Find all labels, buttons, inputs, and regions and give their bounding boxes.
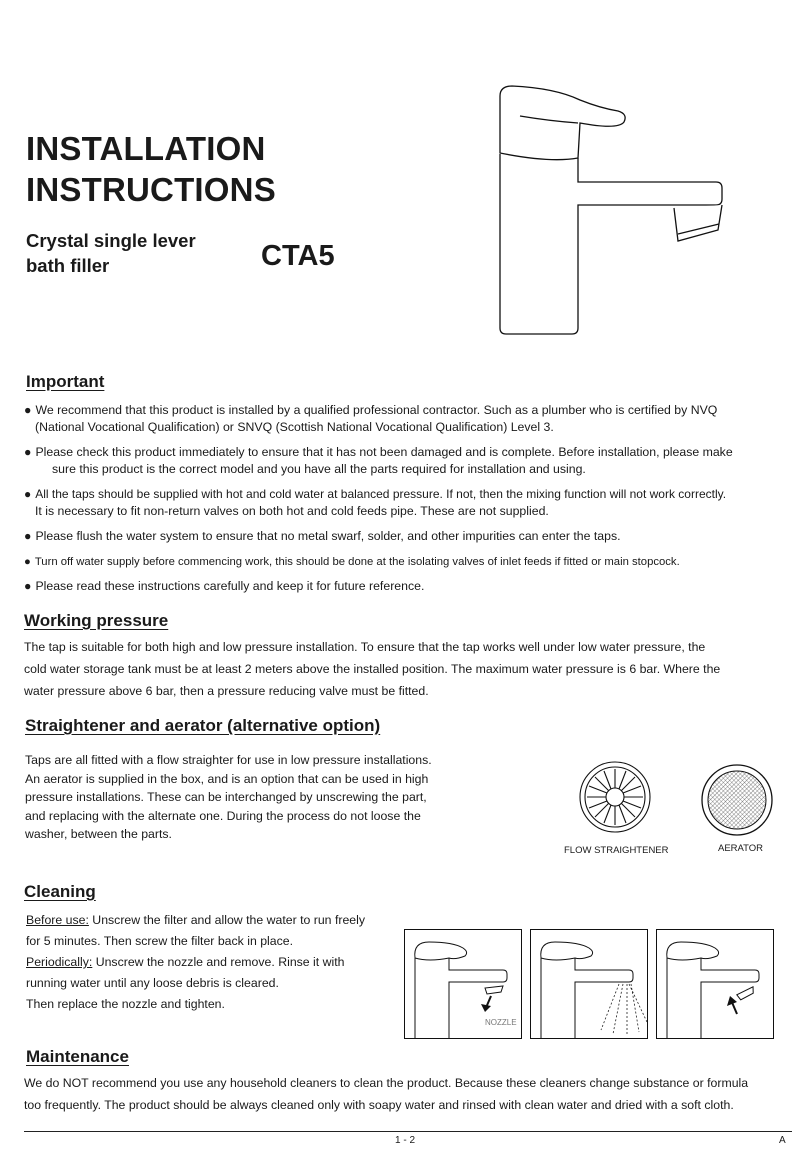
important-bullet-6 (24, 578, 784, 595)
faucet-illustration (490, 78, 740, 338)
cleaning-step-replace (656, 929, 774, 1039)
bullet-dot: ● (24, 556, 31, 568)
title-line-2: INSTRUCTIONS (26, 171, 276, 208)
cleaning-step-unscrew (404, 929, 522, 1039)
bullet-text: All the taps should be supplied with hot and cold water at balanced pressure. If not, then the mixing function will not work correctly. (35, 487, 727, 501)
bullet-text: Please check this product immediately to ensure that it has not been damaged and is complete. Before installation, please make (35, 445, 733, 459)
bullet-text: Turn off water supply before commencing work, this should be done at the isolating valves of inlet feeds if fitted or main stopcock. (34, 556, 680, 568)
working-pressure-text (24, 636, 784, 702)
paragraph-line: washer, between the parts. (25, 827, 172, 841)
maintenance-heading: Maintenance (26, 1047, 129, 1066)
bullet-dot: ● (24, 487, 32, 501)
bullet-text-continued: sure this product is the correct model and you have all the parts required for installation and using. (52, 462, 586, 476)
nozzle-label: NOZZLE (485, 1018, 517, 1027)
flow-straightener-caption: FLOW STRAIGHTENER (564, 845, 669, 856)
before-use-text-continued: for 5 minutes. Then screw the filter back in place. (26, 934, 294, 948)
working-pressure-heading: Working pressure (24, 611, 169, 630)
paragraph-line: We do NOT recommend you use any household cleaners to clean the product. Because these cleaners change substance or formula (24, 1076, 749, 1090)
cleaning-step-flush (530, 929, 648, 1039)
footer-divider (24, 1131, 792, 1132)
faucet-replace-illustration (657, 930, 773, 1038)
important-bullet-5 (24, 554, 784, 571)
bullet-text: Please flush the water system to ensure that no metal swarf, solder, and other impurities can enter the taps. (35, 529, 621, 543)
aerator-illustration (700, 763, 774, 837)
document-title (26, 128, 276, 210)
paragraph-line: The tap is suitable for both high and low pressure installation. To ensure that the tap works well under low water pressure, the (24, 640, 706, 654)
before-use-label: Before use: (26, 913, 89, 927)
straightener-text (25, 751, 455, 844)
maintenance-text (24, 1072, 784, 1116)
product-name-line-2: bath filler (26, 255, 110, 276)
important-bullet-4 (24, 528, 784, 545)
product-name (26, 228, 196, 278)
paragraph-line: An aerator is supplied in the box, and is an option that can be used in high (25, 771, 429, 786)
bullet-dot: ● (24, 529, 32, 543)
periodically-label: Periodically: (26, 955, 93, 969)
periodically-text: Unscrew the nozzle and remove. Rinse it with (92, 955, 345, 969)
paragraph-line: pressure installations. These can be interchanged by unscrewing the part, (25, 790, 427, 804)
important-bullet-1 (24, 402, 784, 436)
title-line-1: INSTALLATION (26, 130, 266, 167)
cleaning-heading: Cleaning (24, 882, 96, 901)
paragraph-line: too frequently. The product should be always cleaned only with soapy water and rinsed with clean water and dried with a soft cloth. (24, 1098, 734, 1112)
product-name-line-1: Crystal single lever (26, 230, 196, 251)
important-bullet-2 (24, 444, 784, 478)
model-code: CTA5 (261, 240, 335, 272)
cleaning-text (26, 910, 396, 1015)
bullet-dot: ● (24, 579, 32, 593)
flow-straightener-illustration (578, 760, 652, 834)
before-use-text: Unscrew the filter and allow the water to run freely (88, 913, 366, 927)
faucet-flush-illustration (531, 930, 647, 1038)
page-number: 1 - 2 (395, 1135, 416, 1146)
bullet-text: We recommend that this product is installed by a qualified professional contractor. Such as a plumber who is certified by NVQ (35, 403, 718, 417)
periodically-text-continued: Then replace the nozzle and tighten. (26, 997, 225, 1011)
bullet-dot: ● (24, 445, 32, 459)
bullet-text: Please read these instructions carefully and keep it for future reference. (35, 579, 425, 593)
straightener-heading: Straightener and aerator (alternative option) (25, 716, 381, 735)
paragraph-line: Taps are all fitted with a flow straighter for use in low pressure installations. (25, 753, 432, 767)
bullet-text-continued: (National Vocational Qualification) or SNVQ (Scottish National Vocational Qualification) Level 3. (35, 420, 554, 434)
paragraph-line: water pressure above 6 bar, then a pressure reducing valve must be fitted. (24, 684, 429, 698)
bullet-text-continued: It is necessary to fit non-return valves on both hot and cold feeds pipe. These are not supplied. (35, 504, 549, 518)
paragraph-line: cold water storage tank must be at least 2 meters above the installed position. The maximum water pressure is 6 bar. Where the (24, 662, 721, 676)
aerator-caption: AERATOR (718, 843, 764, 854)
bullet-dot: ● (24, 403, 32, 417)
revision-letter: A (779, 1135, 786, 1146)
periodically-text-continued: running water until any loose debris is cleared. (26, 976, 279, 990)
important-bullet-3 (24, 486, 784, 520)
important-heading: Important (26, 372, 105, 391)
paragraph-line: and replacing with the alternate one. During the process do not loose the (25, 808, 421, 823)
